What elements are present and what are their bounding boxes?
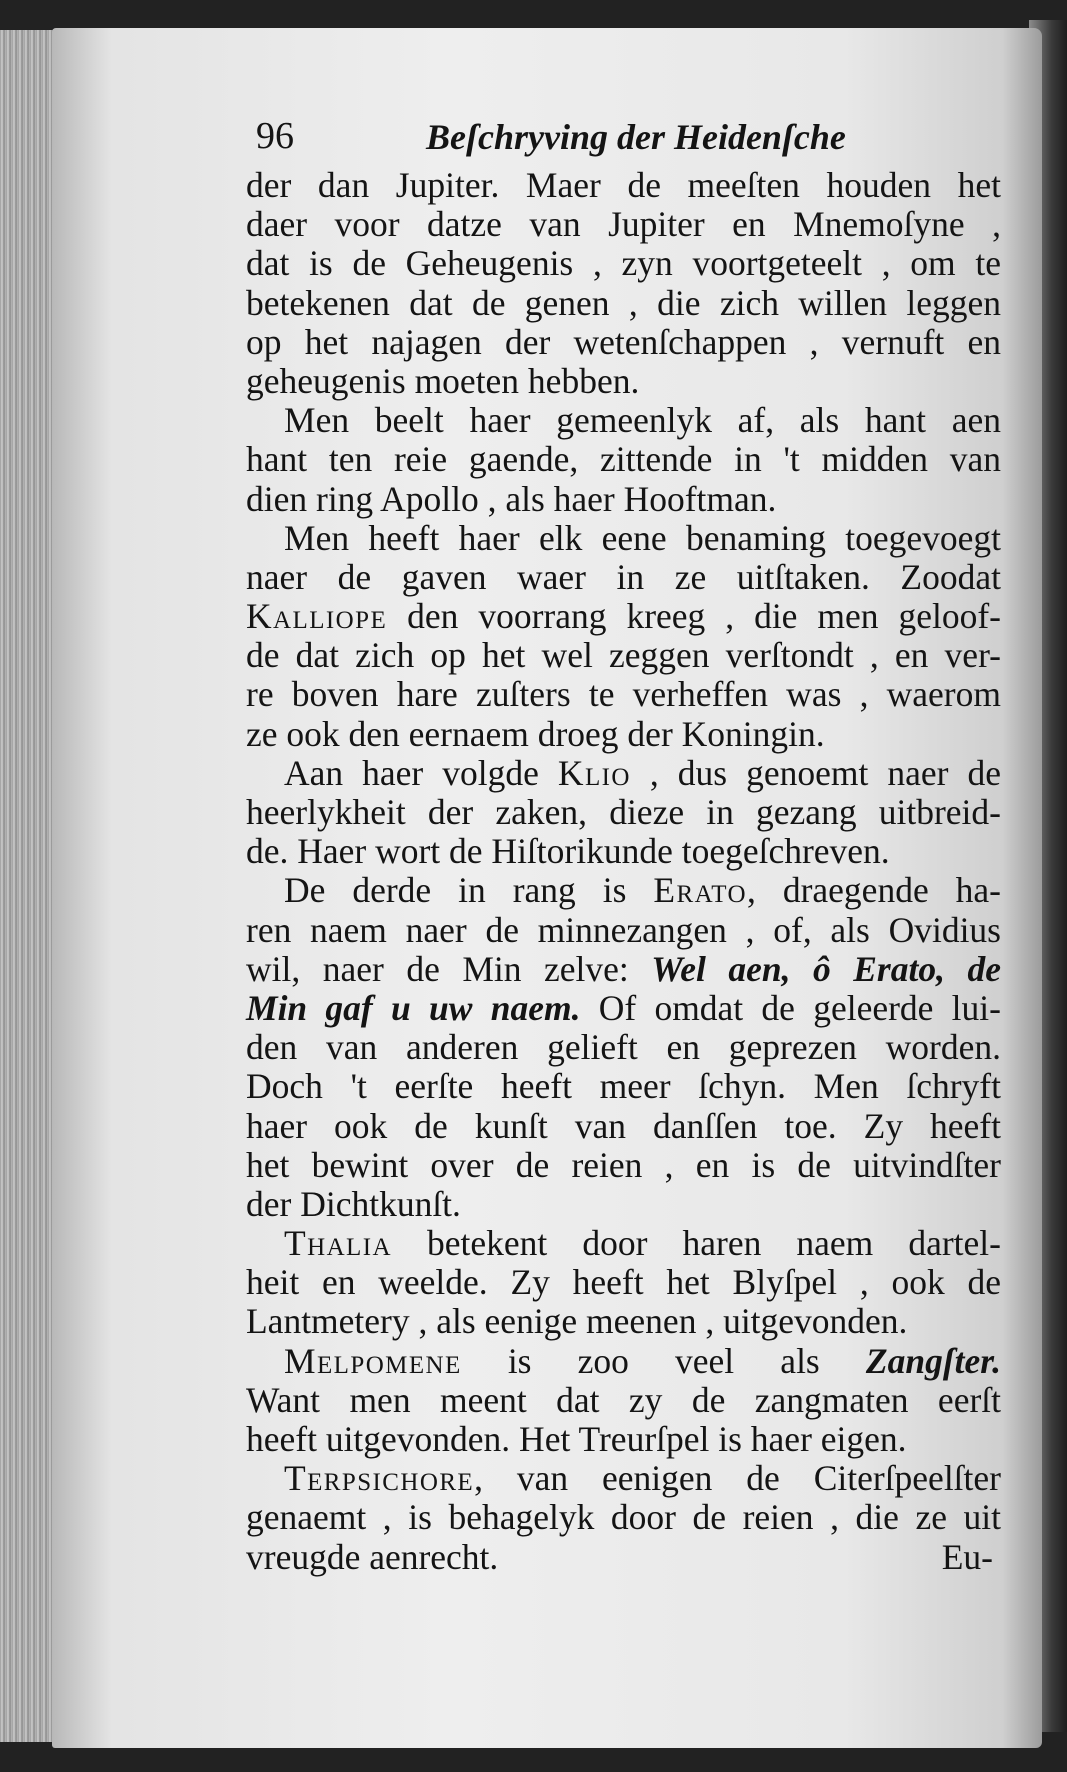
- small-caps-name: Terpsichore: [284, 1458, 475, 1499]
- text-segment: Men beelt haer gemeenlyk af, als hant aen: [284, 400, 1001, 441]
- text-line: [246, 832, 1001, 871]
- text-line: [246, 323, 1001, 362]
- text-segment: , dus genoemt naer de: [630, 752, 1001, 793]
- text-line: [246, 166, 1001, 205]
- text-line: [246, 636, 1001, 675]
- text-line: [246, 480, 1001, 519]
- small-caps-name: Kalliope: [246, 596, 388, 637]
- body-text: [246, 166, 1016, 1577]
- text-line: [246, 1459, 1001, 1498]
- text-line: [246, 950, 1001, 989]
- text-line: [246, 558, 1001, 597]
- italic-text: Min gaf u uw naem.: [246, 987, 581, 1028]
- text-segment: Doch 't eerſte heeft meer ſchyn. Men ſchryft: [246, 1066, 1001, 1107]
- text-segment: de. Haer wort de Hiſtorikunde toegeſchreven.: [246, 831, 890, 872]
- text-segment: De derde in rang is: [284, 870, 654, 911]
- text-segment: dat is de Geheugenis , zyn voortgeteelt , om te: [246, 243, 1001, 284]
- text-line: [246, 1224, 1001, 1263]
- small-caps-name: Thalia: [284, 1223, 392, 1264]
- small-caps-name: Klio: [557, 752, 631, 793]
- text-line: [246, 1185, 1001, 1224]
- text-segment: Want men meent dat zy de zangmaten eerſt: [246, 1379, 1001, 1420]
- small-caps-name: Melpomene: [284, 1340, 462, 1381]
- text-segment: wil, naer de Min zelve:: [246, 948, 652, 989]
- text-line: [246, 911, 1001, 950]
- text-segment: , van eenigen de Citerſpeelſter: [474, 1458, 1001, 1499]
- text-line: [246, 1538, 1001, 1577]
- text-segment: Aan haer volgde: [284, 752, 558, 793]
- text-line: [246, 1498, 1001, 1537]
- text-segment: betekenen dat de genen , die zich willen leggen: [246, 282, 1001, 323]
- text-line: [246, 244, 1001, 283]
- text-segment: ren naem naer de minnezangen , of, als Ovidius: [246, 909, 1001, 950]
- text-segment: op het najagen der wetenſchappen , vernuft en: [246, 321, 1001, 362]
- text-segment: is zoo veel als: [461, 1340, 866, 1381]
- text-segment: dien ring Apollo , als haer Hooftman.: [246, 478, 777, 519]
- text-segment: Men heeft haer elk eene benaming toegevoegt: [284, 517, 1001, 558]
- text-line: [246, 519, 1001, 558]
- text-segment: der Dichtkunſt.: [246, 1183, 461, 1224]
- text-line: [246, 715, 1001, 754]
- text-segment: hant ten reie gaende, zittende in 't midden van: [246, 439, 1001, 480]
- text-segment: heerlykheit der zaken, dieze in gezang uitbreid-: [246, 792, 1001, 832]
- text-block: [246, 114, 1016, 1577]
- text-line: [246, 989, 1001, 1028]
- text-line: [246, 1263, 1001, 1302]
- text-segment: der dan Jupiter. Maer de meeſten houden het: [246, 165, 1001, 205]
- text-line: [246, 871, 1001, 910]
- text-segment: re boven hare zuſters te verheffen was , waerom: [246, 674, 1001, 715]
- text-segment: Lantmetery , als eenige meenen , uitgevonden.: [246, 1301, 908, 1342]
- text-segment: geheugenis moeten hebben.: [246, 360, 640, 401]
- italic-text: Wel aen, ô Erato, de: [651, 948, 1001, 989]
- text-segment: den van anderen gelieft en geprezen worden.: [246, 1027, 1001, 1068]
- text-segment: het bewint over de reien , en is de uitvindſter: [246, 1144, 1001, 1185]
- text-line: [246, 1381, 1001, 1420]
- italic-text: Zangſter.: [865, 1340, 1001, 1381]
- text-segment: daer voor datze van Jupiter en Mnemoſyne ,: [246, 204, 1001, 245]
- text-segment: de dat zich op het wel zeggen verſtondt , en ver-: [246, 635, 1001, 676]
- text-line: [246, 1146, 1001, 1185]
- text-segment: heeft uitgevonden. Het Treurſpel is haer eigen.: [246, 1419, 907, 1459]
- text-segment: haer ook de kunſt van danſſen toe. Zy heeft: [246, 1105, 1001, 1146]
- text-segment: betekent door haren naem dartel-: [391, 1223, 1001, 1264]
- running-title: Beſchryving der Heidenſche: [426, 117, 846, 157]
- text-line: [246, 1028, 1001, 1067]
- text-segment: naer de gaven waer in ze uitſtaken. Zoodat: [246, 556, 1001, 597]
- small-caps-name: Erato: [653, 870, 748, 911]
- text-segment: genaemt , is behagelyk door de reien , die ze uit: [246, 1497, 1001, 1538]
- text-line: [246, 1107, 1001, 1146]
- text-line: [246, 1420, 1001, 1459]
- text-line: [246, 793, 1001, 832]
- text-line: [246, 362, 1001, 401]
- text-line: [246, 284, 1001, 323]
- text-segment: heit en weelde. Zy heeft het Blyſpel , ook de: [246, 1262, 1001, 1303]
- page-header: [246, 114, 1016, 166]
- text-line: [246, 754, 1001, 793]
- text-segment: Of omdat de geleerde lui-: [580, 987, 1001, 1028]
- text-segment: vreugde aenrecht.: [246, 1536, 499, 1577]
- text-line: [246, 1067, 1001, 1106]
- text-line: [246, 597, 1001, 636]
- text-line: [246, 1302, 1001, 1341]
- text-line: [246, 205, 1001, 244]
- text-line: [246, 401, 1001, 440]
- text-segment: ze ook den eernaem droeg der Koningin.: [246, 713, 825, 754]
- catchword: Eu-: [941, 1536, 993, 1577]
- text-line: [246, 440, 1001, 479]
- text-segment: , draegende ha-: [747, 870, 1001, 911]
- text-segment: den voorrang kreeg , die men geloof-: [387, 596, 1001, 637]
- text-line: [246, 1342, 1001, 1381]
- page-number: 96: [256, 115, 294, 157]
- text-line: [246, 675, 1001, 714]
